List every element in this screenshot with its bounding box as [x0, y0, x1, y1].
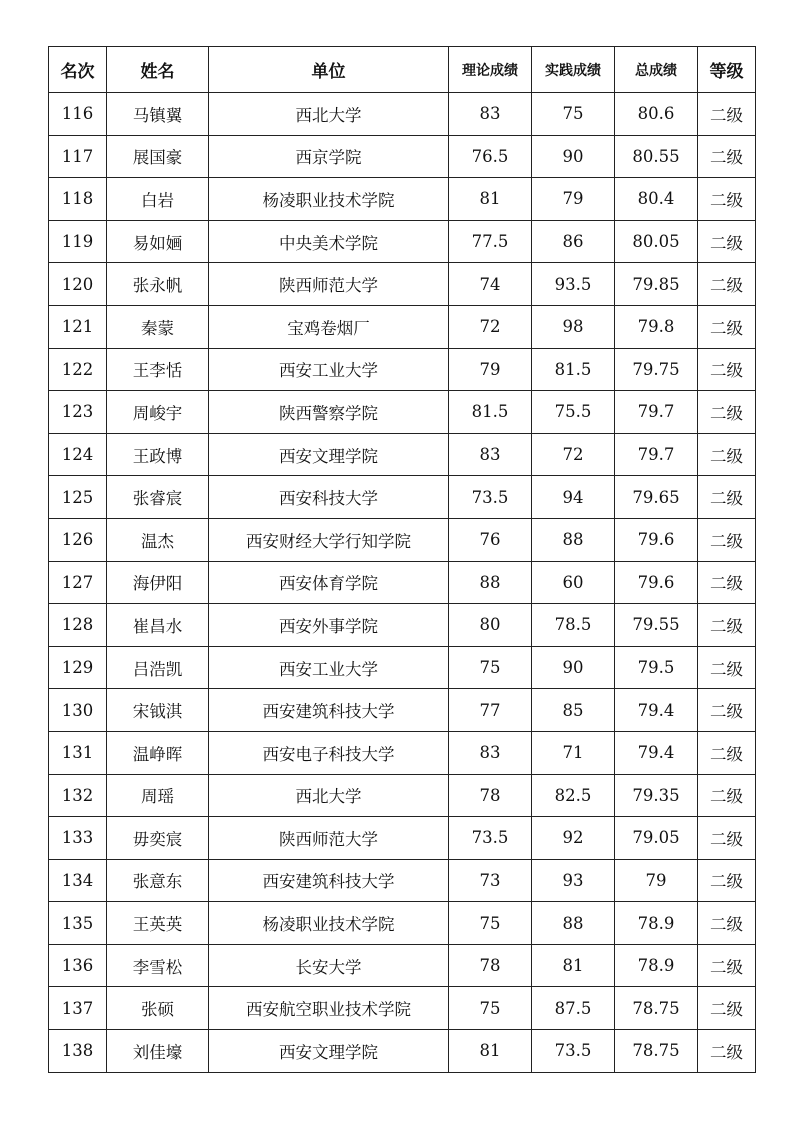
- header-name: 姓名: [107, 47, 209, 93]
- cell-rank: 137: [49, 987, 107, 1030]
- cell-total-score: 79.05: [615, 817, 698, 860]
- cell-rank: 133: [49, 817, 107, 860]
- table-row: [49, 135, 756, 178]
- cell-name: 易如婳: [107, 220, 209, 263]
- table-row: [49, 476, 756, 519]
- cell-unit: 西北大学: [209, 774, 449, 817]
- cell-rank: 121: [49, 305, 107, 348]
- cell-total-score: 79.6: [615, 518, 698, 561]
- header-grade: 等级: [698, 47, 756, 93]
- cell-grade: 二级: [698, 731, 756, 774]
- cell-unit: 陕西师范大学: [209, 263, 449, 306]
- table-row: [49, 178, 756, 221]
- table-header: [49, 47, 756, 93]
- cell-rank: 134: [49, 859, 107, 902]
- table-row: [49, 348, 756, 391]
- cell-name: 马镇翼: [107, 93, 209, 136]
- cell-name: 张意东: [107, 859, 209, 902]
- cell-practice-score: 87.5: [532, 987, 615, 1030]
- cell-total-score: 78.75: [615, 1030, 698, 1073]
- cell-unit: 西安科技大学: [209, 476, 449, 519]
- results-table: [48, 46, 756, 1073]
- cell-unit: 杨凌职业技术学院: [209, 178, 449, 221]
- header-rank: 名次: [49, 47, 107, 93]
- cell-unit: 西安工业大学: [209, 348, 449, 391]
- cell-rank: 135: [49, 902, 107, 945]
- cell-rank: 126: [49, 518, 107, 561]
- cell-rank: 129: [49, 646, 107, 689]
- cell-name: 崔昌水: [107, 604, 209, 647]
- cell-rank: 136: [49, 944, 107, 987]
- cell-total-score: 79.6: [615, 561, 698, 604]
- cell-unit: 西安建筑科技大学: [209, 859, 449, 902]
- cell-unit: 西安文理学院: [209, 433, 449, 476]
- cell-grade: 二级: [698, 220, 756, 263]
- cell-practice-score: 71: [532, 731, 615, 774]
- cell-theory-score: 73.5: [449, 817, 532, 860]
- cell-total-score: 79.7: [615, 391, 698, 434]
- table-row: [49, 902, 756, 945]
- cell-grade: 二级: [698, 774, 756, 817]
- cell-unit: 西安建筑科技大学: [209, 689, 449, 732]
- cell-unit: 西安工业大学: [209, 646, 449, 689]
- cell-unit: 长安大学: [209, 944, 449, 987]
- cell-unit: 西安电子科技大学: [209, 731, 449, 774]
- cell-unit: 西安文理学院: [209, 1030, 449, 1073]
- header-total-score: 总成绩: [615, 47, 698, 93]
- cell-rank: 127: [49, 561, 107, 604]
- header-row: [49, 47, 756, 93]
- table-row: [49, 391, 756, 434]
- table-row: [49, 561, 756, 604]
- cell-grade: 二级: [698, 305, 756, 348]
- cell-total-score: 79.35: [615, 774, 698, 817]
- table-row: [49, 817, 756, 860]
- cell-theory-score: 78: [449, 774, 532, 817]
- cell-total-score: 79.85: [615, 263, 698, 306]
- cell-theory-score: 75: [449, 646, 532, 689]
- cell-rank: 132: [49, 774, 107, 817]
- table-row: [49, 305, 756, 348]
- cell-practice-score: 75.5: [532, 391, 615, 434]
- header-theory-score: 理论成绩: [449, 47, 532, 93]
- cell-name: 张睿宸: [107, 476, 209, 519]
- cell-practice-score: 82.5: [532, 774, 615, 817]
- cell-total-score: 78.75: [615, 987, 698, 1030]
- cell-grade: 二级: [698, 391, 756, 434]
- cell-total-score: 80.4: [615, 178, 698, 221]
- cell-practice-score: 81.5: [532, 348, 615, 391]
- cell-grade: 二级: [698, 902, 756, 945]
- cell-name: 温杰: [107, 518, 209, 561]
- cell-practice-score: 92: [532, 817, 615, 860]
- table-body: [49, 93, 756, 1073]
- cell-name: 王英英: [107, 902, 209, 945]
- cell-name: 白岩: [107, 178, 209, 221]
- cell-grade: 二级: [698, 93, 756, 136]
- cell-name: 刘佳壕: [107, 1030, 209, 1073]
- cell-total-score: 79.8: [615, 305, 698, 348]
- cell-rank: 117: [49, 135, 107, 178]
- cell-grade: 二级: [698, 646, 756, 689]
- cell-total-score: 79.65: [615, 476, 698, 519]
- cell-total-score: 79.4: [615, 689, 698, 732]
- cell-theory-score: 80: [449, 604, 532, 647]
- cell-grade: 二级: [698, 178, 756, 221]
- cell-total-score: 80.55: [615, 135, 698, 178]
- table-row: [49, 604, 756, 647]
- cell-name: 王政博: [107, 433, 209, 476]
- cell-practice-score: 78.5: [532, 604, 615, 647]
- cell-name: 秦蒙: [107, 305, 209, 348]
- cell-theory-score: 81.5: [449, 391, 532, 434]
- cell-rank: 124: [49, 433, 107, 476]
- table-row: [49, 987, 756, 1030]
- cell-rank: 119: [49, 220, 107, 263]
- cell-theory-score: 81: [449, 178, 532, 221]
- cell-rank: 128: [49, 604, 107, 647]
- cell-grade: 二级: [698, 135, 756, 178]
- cell-theory-score: 83: [449, 93, 532, 136]
- cell-total-score: 80.05: [615, 220, 698, 263]
- cell-rank: 138: [49, 1030, 107, 1073]
- cell-theory-score: 75: [449, 902, 532, 945]
- cell-name: 海伊阳: [107, 561, 209, 604]
- cell-practice-score: 93.5: [532, 263, 615, 306]
- cell-name: 李雪松: [107, 944, 209, 987]
- cell-unit: 中央美术学院: [209, 220, 449, 263]
- cell-total-score: 78.9: [615, 944, 698, 987]
- table-row: [49, 689, 756, 732]
- cell-theory-score: 81: [449, 1030, 532, 1073]
- cell-grade: 二级: [698, 561, 756, 604]
- cell-theory-score: 74: [449, 263, 532, 306]
- cell-total-score: 79.55: [615, 604, 698, 647]
- cell-name: 王李恬: [107, 348, 209, 391]
- cell-unit: 杨凌职业技术学院: [209, 902, 449, 945]
- table-row: [49, 859, 756, 902]
- cell-practice-score: 60: [532, 561, 615, 604]
- cell-unit: 西安体育学院: [209, 561, 449, 604]
- cell-name: 温峥晖: [107, 731, 209, 774]
- table-row: [49, 944, 756, 987]
- cell-total-score: 79.5: [615, 646, 698, 689]
- cell-practice-score: 94: [532, 476, 615, 519]
- cell-total-score: 78.9: [615, 902, 698, 945]
- table-row: [49, 518, 756, 561]
- cell-practice-score: 98: [532, 305, 615, 348]
- cell-rank: 116: [49, 93, 107, 136]
- cell-practice-score: 86: [532, 220, 615, 263]
- cell-grade: 二级: [698, 348, 756, 391]
- cell-practice-score: 85: [532, 689, 615, 732]
- cell-grade: 二级: [698, 476, 756, 519]
- cell-unit: 陕西师范大学: [209, 817, 449, 860]
- cell-grade: 二级: [698, 817, 756, 860]
- cell-grade: 二级: [698, 518, 756, 561]
- cell-theory-score: 79: [449, 348, 532, 391]
- cell-practice-score: 93: [532, 859, 615, 902]
- cell-rank: 122: [49, 348, 107, 391]
- cell-grade: 二级: [698, 433, 756, 476]
- cell-practice-score: 73.5: [532, 1030, 615, 1073]
- cell-theory-score: 77: [449, 689, 532, 732]
- cell-rank: 125: [49, 476, 107, 519]
- cell-unit: 宝鸡卷烟厂: [209, 305, 449, 348]
- cell-theory-score: 73: [449, 859, 532, 902]
- cell-name: 吕浩凯: [107, 646, 209, 689]
- cell-unit: 西京学院: [209, 135, 449, 178]
- header-unit: 单位: [209, 47, 449, 93]
- table-row: [49, 220, 756, 263]
- cell-practice-score: 88: [532, 902, 615, 945]
- cell-practice-score: 79: [532, 178, 615, 221]
- cell-name: 周瑶: [107, 774, 209, 817]
- cell-unit: 西安航空职业技术学院: [209, 987, 449, 1030]
- header-practice-score: 实践成绩: [532, 47, 615, 93]
- cell-practice-score: 90: [532, 646, 615, 689]
- cell-grade: 二级: [698, 987, 756, 1030]
- cell-grade: 二级: [698, 604, 756, 647]
- table-row: [49, 646, 756, 689]
- cell-theory-score: 72: [449, 305, 532, 348]
- cell-practice-score: 88: [532, 518, 615, 561]
- cell-grade: 二级: [698, 859, 756, 902]
- table-row: [49, 263, 756, 306]
- cell-unit: 西安外事学院: [209, 604, 449, 647]
- table-row: [49, 774, 756, 817]
- cell-name: 张永帆: [107, 263, 209, 306]
- cell-name: 周峻宇: [107, 391, 209, 434]
- cell-unit: 西北大学: [209, 93, 449, 136]
- cell-practice-score: 72: [532, 433, 615, 476]
- cell-name: 展国豪: [107, 135, 209, 178]
- cell-grade: 二级: [698, 1030, 756, 1073]
- cell-practice-score: 90: [532, 135, 615, 178]
- cell-theory-score: 83: [449, 731, 532, 774]
- cell-theory-score: 77.5: [449, 220, 532, 263]
- cell-theory-score: 78: [449, 944, 532, 987]
- table-row: [49, 433, 756, 476]
- table-row: [49, 731, 756, 774]
- cell-theory-score: 73.5: [449, 476, 532, 519]
- cell-total-score: 79.75: [615, 348, 698, 391]
- cell-rank: 123: [49, 391, 107, 434]
- cell-rank: 131: [49, 731, 107, 774]
- cell-total-score: 79.4: [615, 731, 698, 774]
- cell-grade: 二级: [698, 689, 756, 732]
- cell-practice-score: 81: [532, 944, 615, 987]
- cell-practice-score: 75: [532, 93, 615, 136]
- cell-name: 张硕: [107, 987, 209, 1030]
- cell-theory-score: 83: [449, 433, 532, 476]
- cell-rank: 130: [49, 689, 107, 732]
- cell-rank: 120: [49, 263, 107, 306]
- table-row: [49, 93, 756, 136]
- cell-total-score: 79.7: [615, 433, 698, 476]
- cell-grade: 二级: [698, 263, 756, 306]
- table-row: [49, 1030, 756, 1073]
- cell-grade: 二级: [698, 944, 756, 987]
- cell-theory-score: 75: [449, 987, 532, 1030]
- cell-total-score: 79: [615, 859, 698, 902]
- cell-name: 宋钺淇: [107, 689, 209, 732]
- cell-total-score: 80.6: [615, 93, 698, 136]
- cell-unit: 西安财经大学行知学院: [209, 518, 449, 561]
- cell-theory-score: 88: [449, 561, 532, 604]
- cell-name: 毋奕宸: [107, 817, 209, 860]
- cell-theory-score: 76.5: [449, 135, 532, 178]
- cell-rank: 118: [49, 178, 107, 221]
- cell-theory-score: 76: [449, 518, 532, 561]
- cell-unit: 陕西警察学院: [209, 391, 449, 434]
